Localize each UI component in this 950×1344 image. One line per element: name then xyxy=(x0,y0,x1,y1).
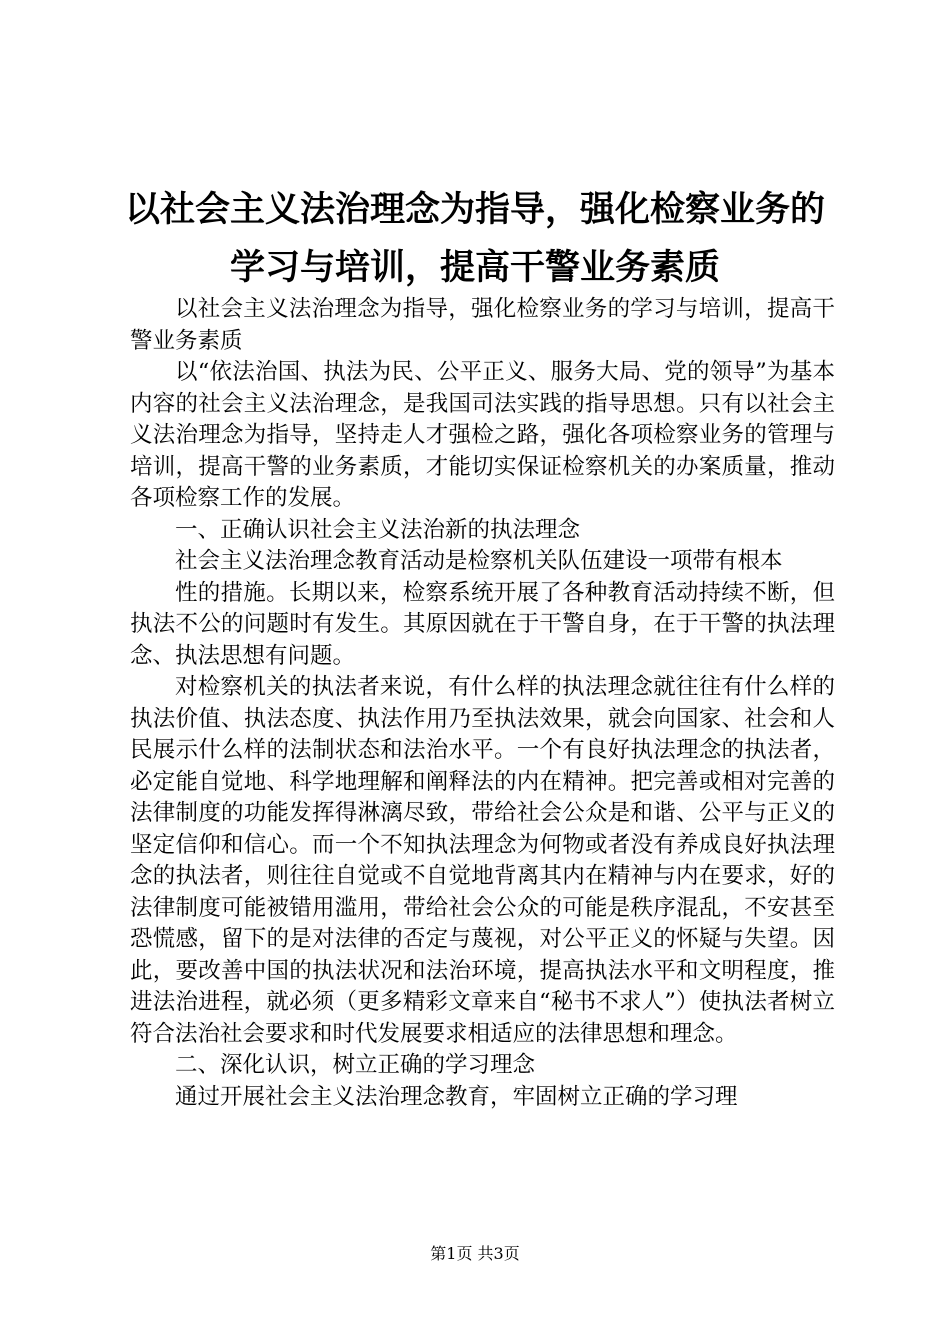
body-paragraph: 以“依法治国、执法为民、公平正义、服务大局、党的领导”为基本内容的社会主义法治理念，是我国司法实践的指导思想。只有以社会主义法治理念为指导，坚持走人才强检之路，强化各项检察业务的管理与培训，提高干警的业务素质，才能切实保证检察机关的办案质量，推动各项检察工作的发展。 xyxy=(130,359,835,511)
body-paragraph: 对检察机关的执法者来说，有什么样的执法理念就往往有什么样的执法价值、执法态度、执法作用乃至执法效果，就会向国家、社会和人民展示什么样的法制状态和法治水平。一个有良好执法理念的执法者，必定能自觉地、科学地理解和阐释法的内在精神。把完善或相对完善的法律制度的功能发挥得淋漓尽致，带给社会公众是和谐、公平与正义的坚定信仰和信心。而一个不知执法理念为何物或者没有养成良好执法理念的执法者，则往往自觉或不自觉地背离其内在精神与内在要求，好的法律制度可能被错用滥用，带给社会公众的可能是秩序混乱，不安甚至恐慌感，留下的是对法律的否定与蔑视，对公平正义的怀疑与失望。因此，要改善中国的执法状况和法治环境，提高执法水平和文明程度，推进法治进程，就必须（更多精彩文章来自“秘书不求人”）使执法者树立符合法治社会要求和时代发展要求相适应的法律思想和理念。 xyxy=(130,674,835,1047)
document-title-line-1: 以社会主义法治理念为指导，强化检察业务的 xyxy=(124,190,825,230)
body-paragraph: 通过开展社会主义法治理念教育，牢固树立正确的学习理 xyxy=(175,1083,738,1110)
body-paragraph: 性的措施。长期以来，检察系统开展了各种教育活动持续不断，但执法不公的问题时有发生。其原因就在于干警自身，在于干警的执法理念、执法思想有问题。 xyxy=(130,579,835,669)
page-footer: 第1页 共3页 xyxy=(430,1244,520,1263)
section-heading: 一、正确认识社会主义法治新的执法理念 xyxy=(175,516,581,543)
body-paragraph-subtitle: 以社会主义法治理念为指导，强化检察业务的学习与培训，提高干警业务素质 xyxy=(130,296,835,354)
document-body xyxy=(130,294,835,1113)
body-paragraph: 社会主义法治理念教育活动是检察机关队伍建设一项带有根本 xyxy=(175,548,783,574)
document-title-line-2: 学习与培训，提高干警业务素质 xyxy=(229,248,720,288)
section-heading: 二、深化认识，树立正确的学习理念 xyxy=(175,1052,536,1078)
